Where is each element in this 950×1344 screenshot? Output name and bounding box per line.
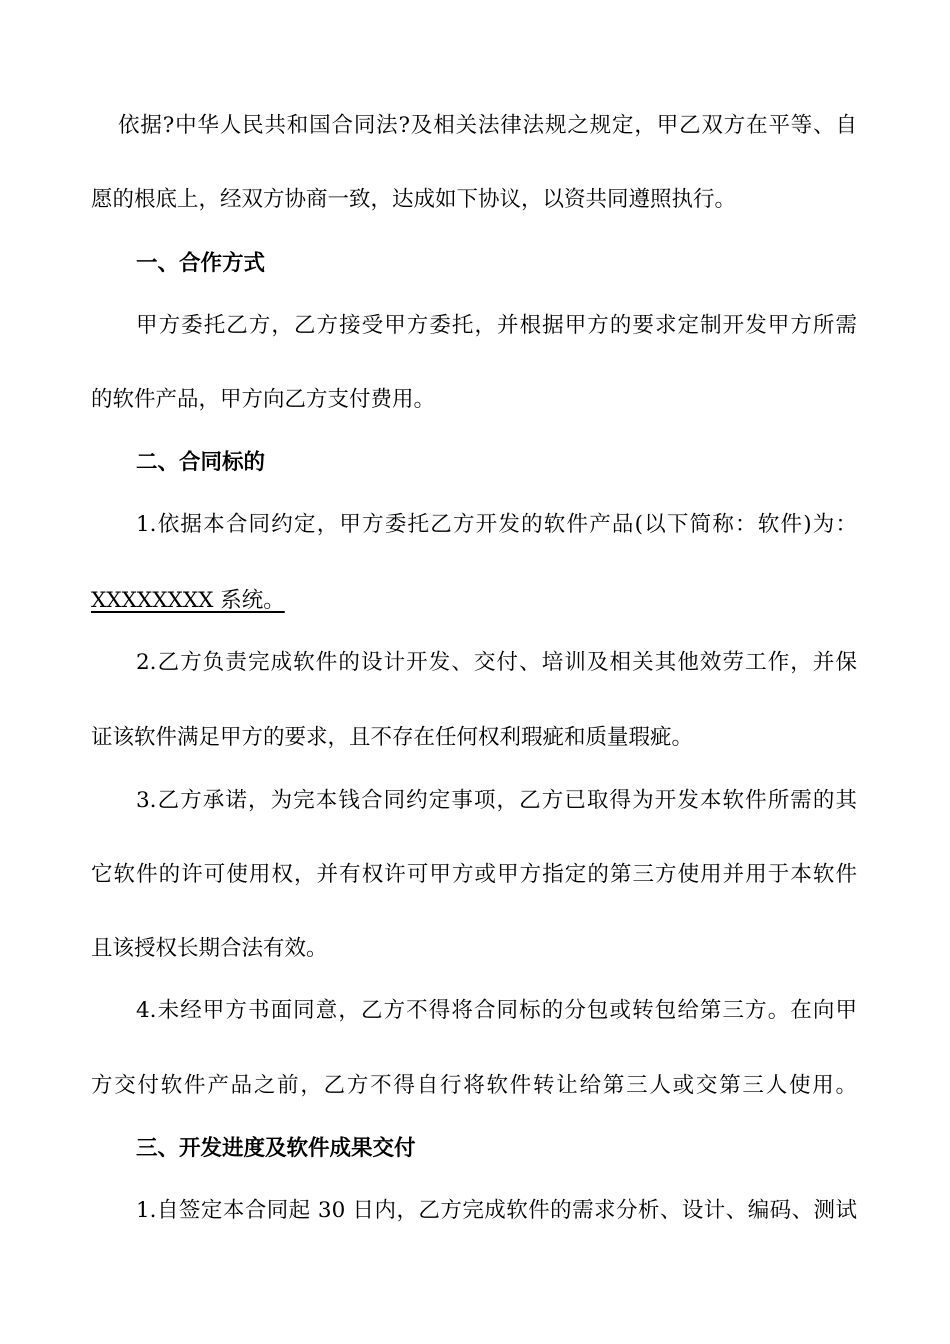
list-item-line: 且该授权长期合法有效。 (91, 936, 328, 961)
list-item-line: 方交付软件产品之前，乙方不得自行将软件转让给第三人或交第三人使用。 (91, 1073, 857, 1098)
list-item-line: 2.乙方负责完成软件的设计开发、交付、培训及相关其他效劳工作，并保 (136, 650, 857, 675)
paragraph-line: 的软件产品，甲方向乙方支付费用。 (91, 387, 436, 412)
section-heading-cooperation: 一、合作方式 (136, 251, 266, 276)
list-item-line: 4.未经甲方书面同意，乙方不得将合同标的分包或转包给第三方。在向甲 (136, 998, 857, 1023)
section-heading-schedule: 三、开发进度及软件成果交付 (136, 1136, 416, 1161)
list-item-line: 它软件的许可使用权，并有权许可甲方或甲方指定的第三方使用并用于本软件 (91, 862, 857, 887)
list-item-line: 证该软件满足甲方的要求，且不存在任何权利瑕疵和质量瑕疵。 (91, 725, 694, 750)
system-name-underlined: XXXXXXXX 系统。 (91, 588, 285, 613)
list-item-line: 1.自签定本合同起 30 日内，乙方完成软件的需求分析、设计、编码、测试 (136, 1198, 857, 1223)
intro-line-2: 愿的根底上，经双方协商一致，达成如下协议，以资共同遵照执行。 (91, 187, 737, 212)
intro-line-1: 依据?中华人民共和国合同法?及相关法律法规之规定，甲乙双方在平等、自 (118, 113, 857, 138)
list-item-line: 1.依据本合同约定，甲方委托乙方开发的软件产品(以下简称：软件)为： (136, 512, 857, 537)
list-item-line: 3.乙方承诺，为完本钱合同约定事项，乙方已取得为开发本软件所需的其 (136, 788, 857, 813)
paragraph-line: 甲方委托乙方，乙方接受甲方委托，并根据甲方的要求定制开发甲方所需 (136, 313, 857, 338)
section-heading-subject: 二、合同标的 (136, 450, 266, 475)
